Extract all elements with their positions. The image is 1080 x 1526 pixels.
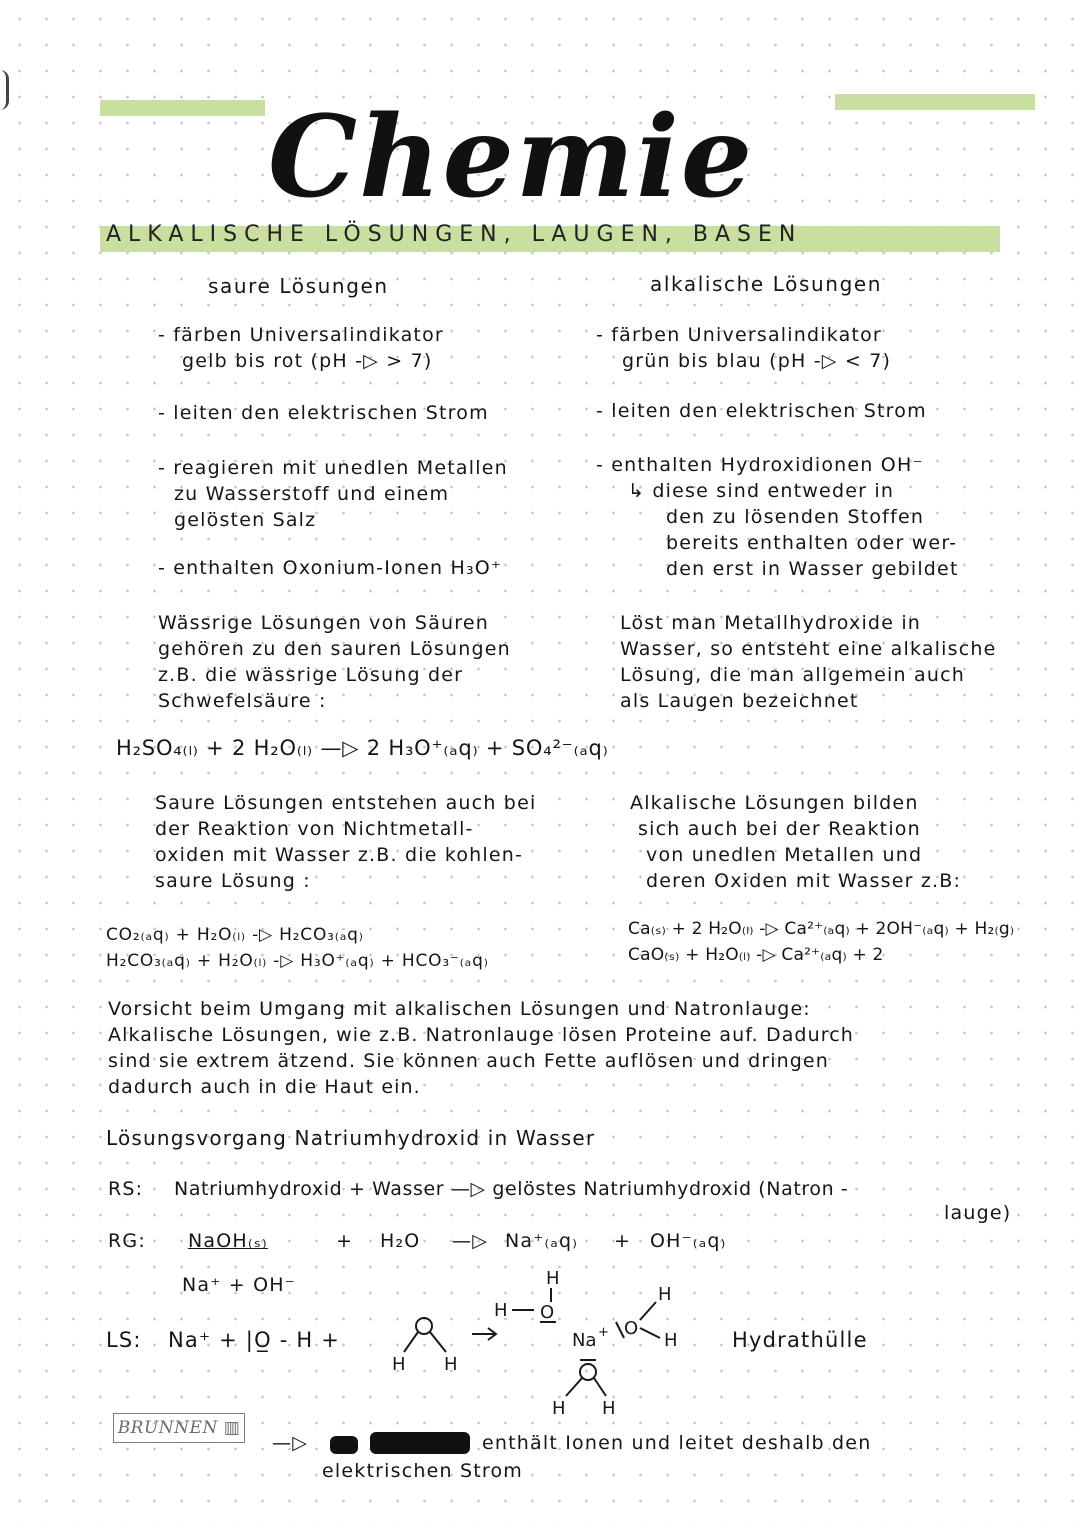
dissolution-title: Lösungsvorgang Natriumhydroxid in Wasser (106, 1126, 596, 1150)
conclusion-arrow: —▷ (272, 1432, 309, 1454)
text-line: den erst in Wasser gebildet (666, 558, 959, 580)
text-line: gelösten Salz (174, 509, 317, 531)
text-line: sind sie extrem ätzend. Sie können auch Fette auflösen und dringen (108, 1050, 829, 1072)
water-hydrogen: H (392, 1354, 406, 1375)
rg-plus-2: + (614, 1230, 632, 1252)
lone-pair (616, 1322, 624, 1338)
text-line: z.B. die wässrige Lösung der (158, 664, 464, 686)
hydrate-hydrogen: H (552, 1398, 566, 1419)
left-point-indicator (158, 322, 444, 374)
hydrate-sodium-charge: + (598, 1325, 609, 1340)
rg-naoh: NaOH₍ₛ₎ (188, 1230, 268, 1252)
text-line: den zu lösenden Stoffen (666, 506, 925, 528)
section-heading: ALKALISCHE LÖSUNGEN, LAUGEN, BASEN (106, 222, 803, 247)
rg-hydroxide-ion: OH⁻₍ₐq₎ (650, 1230, 727, 1252)
right-point-current: - leiten den elektrischen Strom (596, 400, 927, 422)
text-line: gehören zu den sauren Lösungen (158, 638, 511, 660)
text-line: grün bis blau (pH -▷ < 7) (622, 350, 892, 372)
ls-text: Na⁺ + |O̲ - H + (168, 1328, 341, 1352)
hydrate-bond (594, 1378, 606, 1396)
brand-logo: BRUNNEN ▥ (113, 1413, 245, 1443)
hydration-diagram (384, 1262, 714, 1422)
text-line: oxiden mit Wasser z.B. die kohlen- (155, 844, 524, 866)
text-line: der Reaktion von Nichtmetall- (155, 818, 474, 840)
rg-water: H₂O (380, 1230, 421, 1252)
left-point-current: - leiten den elektrischen Strom (158, 402, 489, 424)
text-line: - reagieren mit unedlen Metallen (158, 457, 508, 479)
text-line: Vorsicht beim Umgang mit alkalischen Lösungen und Natronlauge: (108, 998, 811, 1020)
text-line: - färben Universalindikator (596, 324, 882, 346)
hydrate-oxygen: O (624, 1318, 639, 1339)
equation-line: CaO₍ₛ₎ + H₂O₍ₗ₎ -▷ Ca²⁺₍ₐq₎ + 2 (628, 945, 884, 965)
warning-paragraph (108, 996, 854, 1100)
scribble-redaction (370, 1432, 470, 1454)
equations-right (628, 916, 1014, 968)
sulfuric-acid-equation: H₂SO₄₍ₗ₎ + 2 H₂O₍ₗ₎ —▷ 2 H₃O⁺₍ₐq₎ + SO₄²⁻₍ₐq₎ (116, 736, 609, 760)
rg-arrow: —▷ (452, 1230, 489, 1252)
text-line: dadurch auch in die Haut ein. (108, 1076, 421, 1098)
text-line: Lösung, die man allgemein auch (620, 664, 965, 686)
water-oxygen (416, 1318, 432, 1334)
text-line: deren Oxiden mit Wasser z.B: (646, 870, 962, 892)
conclusion-text: enthält Ionen und leitet deshalb den (482, 1432, 872, 1454)
text-line: ↳ diese sind entweder in (628, 480, 895, 502)
rs-text: Natriumhydroxid + Wasser —▷ gelöstes Natriumhydroxid (Natron - (174, 1178, 849, 1200)
hydrate-bond (566, 1378, 582, 1396)
equation-line: CO₂₍ₐq₎ + H₂O₍ₗ₎ -▷ H₂CO₃₍ₐq₎ (106, 925, 364, 945)
rs-continuation: lauge) (944, 1202, 1012, 1224)
water-bond (404, 1332, 418, 1352)
text-line: - färben Universalindikator (158, 324, 444, 346)
text-line: sich auch bei der Reaktion (638, 818, 921, 840)
rs-label: RS: (108, 1178, 144, 1200)
scribble-redaction (330, 1436, 358, 1454)
text-line: Schwefelsäure : (158, 690, 327, 712)
text-line: gelb bis rot (pH -▷ > 7) (182, 350, 433, 372)
hydrate-bond (640, 1328, 660, 1338)
formation-right (630, 790, 961, 894)
hydrate-hydrogen: H (658, 1284, 672, 1305)
hydrate-hydrogen: H (494, 1300, 508, 1321)
hydrate-hydrogen: H (546, 1268, 560, 1289)
brand-name: BRUNNEN (117, 1418, 218, 1438)
ls-label: LS: (106, 1328, 142, 1352)
rg-label: RG: (108, 1230, 146, 1252)
text-line: Wasser, so entsteht eine alkalische (620, 638, 997, 660)
title-highlight-left (100, 100, 265, 116)
text-line: zu Wasserstoff und einem (174, 483, 450, 505)
conclusion-text-cont: elektrischen Strom (322, 1460, 523, 1482)
left-point-oxonium: - enthalten Oxonium-Ionen H₃O⁺ (158, 557, 503, 579)
formation-left (155, 790, 536, 894)
left-column-header: saure Lösungen (208, 274, 389, 298)
equation-line: Ca₍ₛ₎ + 2 H₂O₍ₗ₎ -▷ Ca²⁺₍ₐq₎ + 2OH⁻₍ₐq₎ + H₂₍g₎ (628, 919, 1015, 939)
water-hydrogen: H (444, 1354, 458, 1375)
hydrate-sodium: Na (572, 1330, 597, 1351)
left-paragraph (158, 610, 511, 714)
rg-plus-1: + (336, 1230, 354, 1252)
title-highlight-right (835, 94, 1035, 110)
rg-sodium-ion: Na⁺₍ₐq₎ (505, 1230, 579, 1252)
paper-edge (0, 70, 9, 110)
text-line: saure Lösung : (155, 870, 311, 892)
text-line: Alkalische Lösungen, wie z.B. Natronlauge lösen Proteine auf. Dadurch (108, 1024, 854, 1046)
text-line: bereits enthalten oder wer- (666, 532, 958, 554)
text-line: als Laugen bezeichnet (620, 690, 859, 712)
hydrate-label: Hydrathülle (732, 1328, 868, 1352)
right-column-header: alkalische Lösungen (650, 272, 883, 296)
hydrate-bond (640, 1302, 656, 1320)
hydrate-hydrogen: H (664, 1330, 678, 1351)
hydrate-oxygen: O (540, 1302, 555, 1323)
text-line: - enthalten Hydroxidionen OH⁻ (596, 454, 924, 476)
hydrate-hydrogen: H (602, 1398, 616, 1419)
right-point-indicator (596, 322, 891, 374)
equation-line: H₂CO₃₍ₐq₎ + H₂O₍ₗ₎ -▷ H₃O⁺₍ₐq₎ + HCO₃⁻₍ₐq₎ (106, 951, 489, 971)
equations-left (106, 922, 489, 974)
text-line: Alkalische Lösungen bilden (630, 792, 919, 814)
right-paragraph (620, 610, 997, 714)
hydrate-oxygen (580, 1364, 596, 1380)
rg-ions: Na⁺ + OH⁻ (182, 1274, 296, 1296)
text-line: von unedlen Metallen und (646, 844, 923, 866)
page-title: Chemie (268, 92, 755, 224)
left-point-metals (158, 455, 508, 533)
text-line: Wässrige Lösungen von Säuren (158, 612, 490, 634)
right-point-hydroxide (596, 452, 959, 582)
text-line: Löst man Metallhydroxide in (620, 612, 922, 634)
water-bond (430, 1332, 446, 1352)
text-line: Saure Lösungen entstehen auch bei (155, 792, 537, 814)
